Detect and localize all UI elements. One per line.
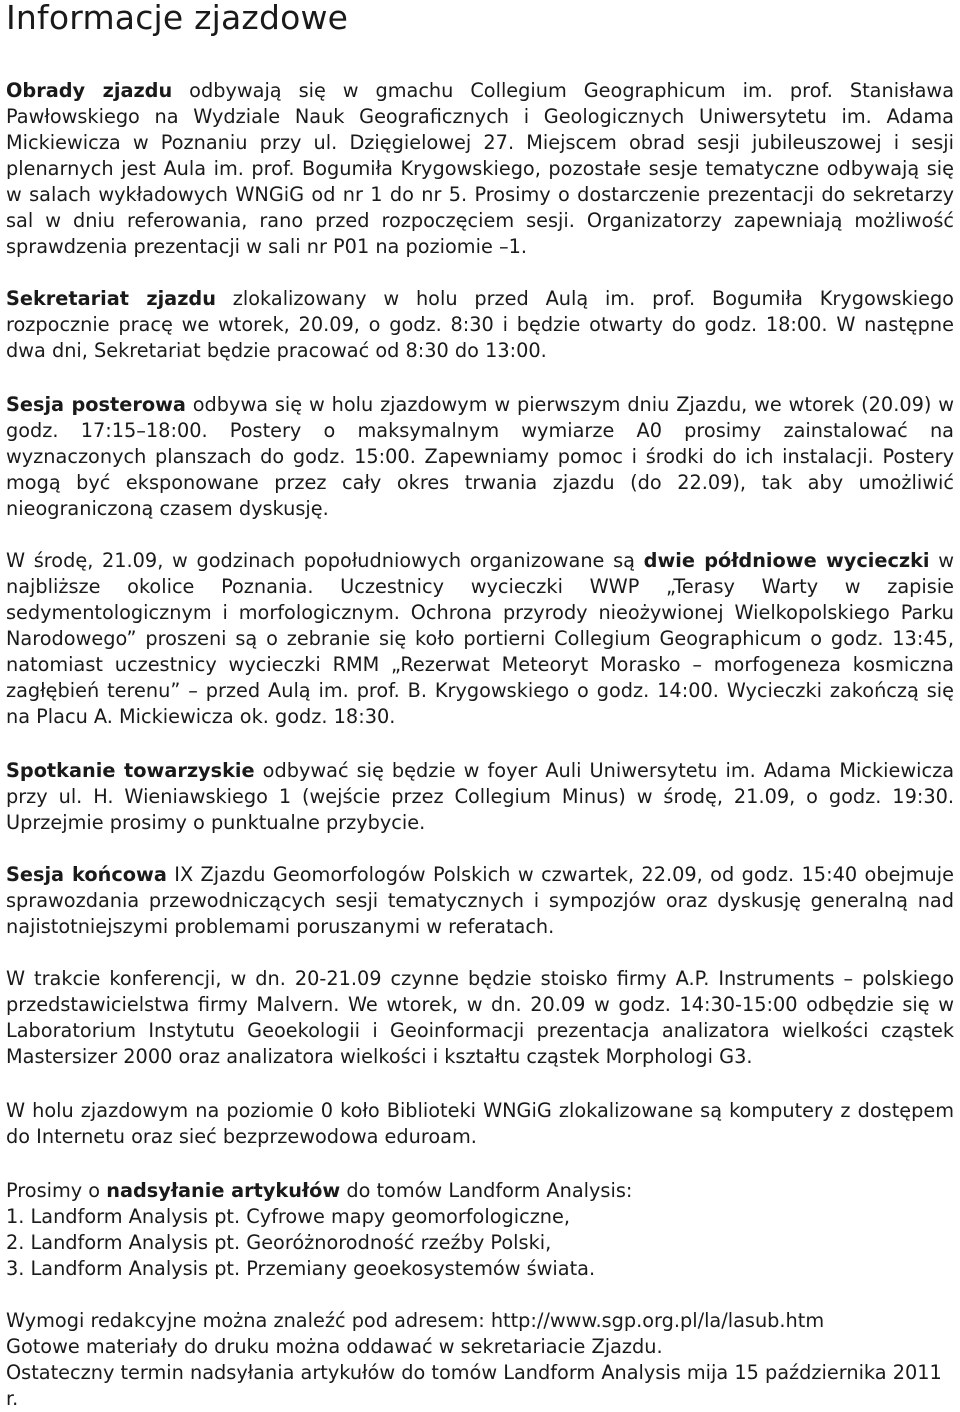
list-item: 2. Landform Analysis pt. Georóżnorodność rzeźby Polski, [6,1231,552,1254]
paragraph-wycieczki [6,548,954,730]
lead-sekretariat: Sekretariat zjazdu [6,287,216,310]
text-sesja-posterowa: odbywa się w holu zjazdowym w pierwszym dniu Zjazdu, we wtorek (20.09) w godz. 17:15–18:00. Postery o maksymalnym wymiarze A0 prosimy zainstalować na wyznaczonych planszach do godz. 15:00. Zapewniamy pomoc i środki do ich instalacji. Postery mogą być eksponowane przez cały okres trwania zjazdu (do 22.09), tak aby umożliwić nieograniczoną czasem dyskusję. [6,393,955,520]
page-title: Informacje zjazdowe [6,0,349,37]
pre-wycieczki: W środę, 21.09, w godzinach popołudniowych organizowane są [6,549,644,572]
articles-post: do tomów Landform Analysis: [340,1179,633,1202]
articles-block [6,1178,954,1282]
lead-obrady: Obrady zjazdu [6,79,173,102]
list-item: 1. Landform Analysis pt. Cyfrowe mapy geomorfologiczne, [6,1205,571,1228]
text-sekretariat: zlokalizowany w holu przed Aulą im. prof. Bogumiła Krygowskiego rozpocznie pracę we wtorek, 20.09, o godz. 8:30 i będzie otwarty do godz. 18:00. W następne dwa dni, Sekretariat będzie pracować od 8:30 do 13:00. [6,287,954,362]
list-item: 3. Landform Analysis pt. Przemiany geoekosystemów świata. [6,1257,596,1280]
articles-intro [6,1178,954,1204]
text-spotkanie: odbywać się będzie w foyer Auli Uniwersytetu im. Adama Mickiewicza przy ul. H. Wieniawskiego 1 (wejście przez Collegium Minus) w środę, 21.09, o godz. 19:30. Uprzejmie prosimy o punktualne przybycie. [6,759,955,834]
closing-block [6,1308,954,1412]
articles-lead: nadsyłanie artykułów [106,1179,341,1202]
articles-pre: Prosimy o [6,1179,107,1202]
lead-spotkanie: Spotkanie towarzyskie [6,759,255,782]
text-instruments: W trakcie konferencji, w dn. 20-21.09 czynne będzie stoisko firmy A.P. Instruments – polskiego przedstawicielstwa firmy Malvern. We wtorek, w dn. 20.09 w godz. 14:30-15:00 odbędzie się w Laboratorium Instytutu Geoekologii i Geoinformacji prezentacja analizatora wielkości cząstek Mastersizer 2000 oraz analizatora wielkości i kształtu cząstek Morphologi G3. [6,967,954,1068]
text-wycieczki: w najbliższe okolice Poznania. Uczestnicy wycieczki WWP „Terasy Warty w zapisie sedymentologicznym i morfologicznym. Ochrona przyrody nieożywionej Wielkopolskiego Parku Narodowego” proszeni są o zebranie się koło portierni Collegium Geographicum o godz. 13:45, natomiast uczestnicy wycieczki RMM „Rezerwat Meteoryt Morasko – morfogeneza kosmiczna zagłębień terenu” – przed Aulą im. prof. B. Krygowskiego o godz. 14:00. Wycieczki zakończą się na Placu A. Mickiewicza ok. godz. 18:30. [6,549,954,728]
text-komputery: W holu zjazdowym na poziomie 0 koło Biblioteki WNGiG zlokalizowane są komputery z dostępem do Internetu oraz sieć bezprzewodowa eduroam. [6,1099,954,1148]
lead-sesja-posterowa: Sesja posterowa [6,393,186,416]
text-obrady: odbywają się w gmachu Collegium Geographicum im. prof. Stanisława Pawłowskiego na Wydziale Nauk Geograficznych i Geologicznych Uniwersytetu im. Adama Mickiewicza w Poznaniu przy ul. Dzięgielowej 27. Miejscem obrad sesji jubileuszowej i sesji plenarnych jest Aula im. prof. Bogumiła Krygowskiego, pozostałe sesje tematyczne odbywają się w salach wykładowych WNGiG od nr 1 do nr 5. Prosimy o dostarczenie prezentacji do sekretarzy sal w dniu referowania, rano przed rozpoczęciem sesji. Organizatorzy zapewniają możliwość sprawdzenia prezentacji w sali nr P01 na poziomie –1. [6,79,955,258]
paragraph-komputery [6,1098,954,1150]
closing-requirements: Wymogi redakcyjne można znaleźć pod adresem: http://www.sgp.org.pl/la/lasub.htm [6,1309,825,1332]
closing-materials: Gotowe materiały do druku można oddawać w sekretariacie Zjazdu. [6,1335,663,1358]
lead-wycieczki: dwie półdniowe wycieczki [643,549,930,572]
paragraph-instruments [6,966,954,1070]
text-sesja-koncowa: IX Zjazdu Geomorfologów Polskich w czwartek, 22.09, od godz. 15:40 obejmuje sprawozdania przewodniczących sesji tematycznych i sympozjów oraz dyskusję generalną nad najistotniejszymi problemami poruszanymi w referatach. [6,863,954,938]
lead-sesja-koncowa: Sesja końcowa [6,863,167,886]
paragraph-spotkanie [6,758,954,836]
paragraph-sesja-koncowa [6,862,954,940]
paragraph-sekretariat [6,286,954,364]
closing-deadline: Ostateczny termin nadsyłania artykułów do tomów Landform Analysis mija 15 października 2011 r. [6,1361,942,1410]
paragraph-sesja-posterowa [6,392,954,522]
paragraph-obrady [6,78,954,260]
